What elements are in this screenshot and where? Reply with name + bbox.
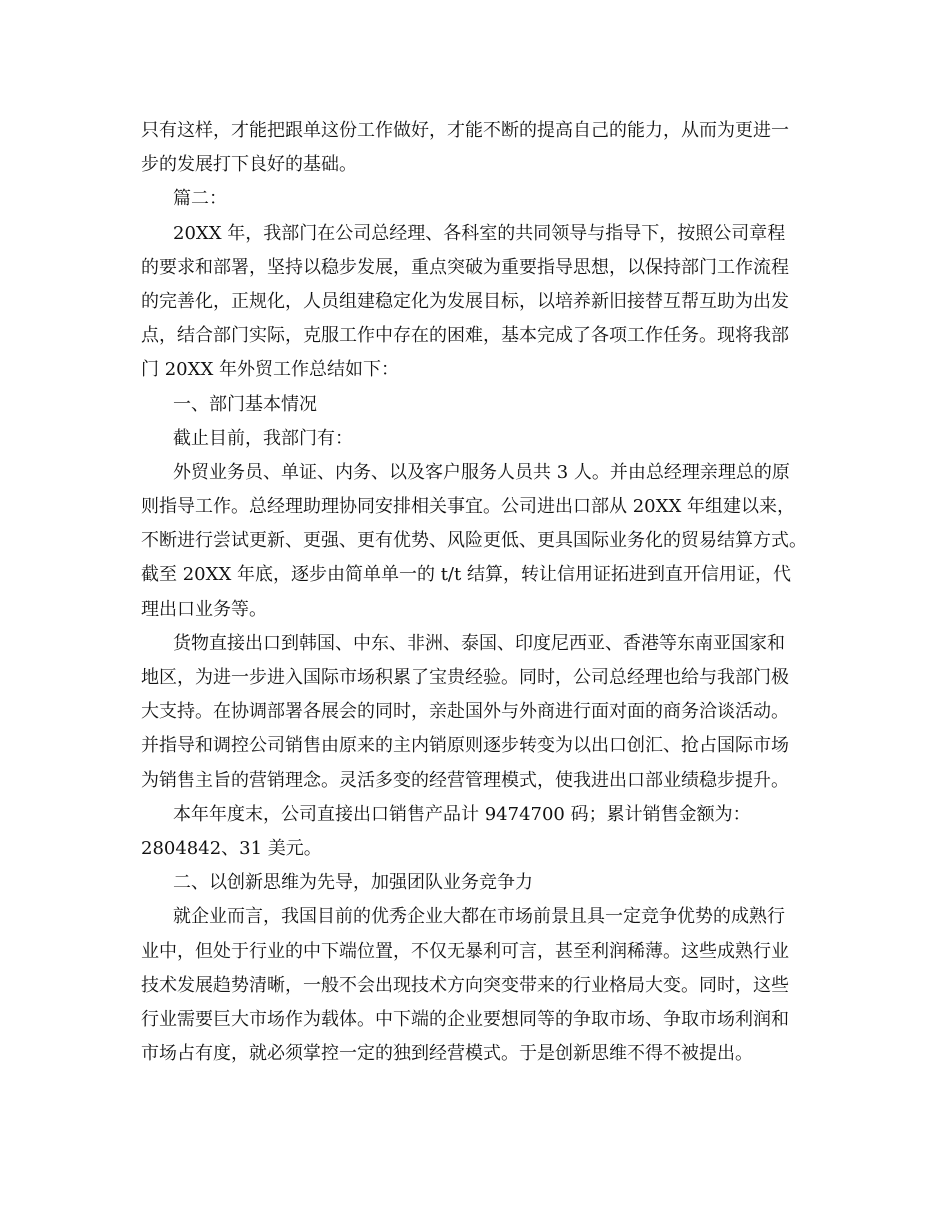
text-line: 20XX 年，我部门在公司总经理、各科室的共同领导与指导下，按照公司章程 xyxy=(173,222,786,244)
text-line: 步的发展打下良好的基础。 xyxy=(141,154,357,176)
text-line: 技术发展趋势清晰，一般不会出现技术方向突变带来的行业格局大变。同时，这些 xyxy=(141,974,789,996)
document-body xyxy=(141,114,821,1071)
text-line: 地区，为进一步进入国际市场积累了宝贵经验。同时，公司总经理也给与我部门极 xyxy=(141,667,789,688)
text-line: 点，结合部门实际，克服工作中存在的困难，基本完成了各项工作任务。现将我部 xyxy=(141,325,789,347)
text-line: 本年年度末，公司直接出口销售产品计 9474700 码；累计销售金额为： xyxy=(173,803,751,825)
text-line: 并指导和调控公司销售由原来的主内销原则逐步转变为以出口创汇、抢占国际市场 xyxy=(141,735,789,757)
text-line: 的要求和部署，坚持以稳步发展，重点突破为重要指导思想，以保持部门工作流程 xyxy=(141,256,789,278)
text-line: 门 20XX 年外贸工作总结如下： xyxy=(141,359,399,381)
text-line: 篇二： xyxy=(173,188,227,210)
text-line: 一、部门基本情况 xyxy=(173,393,317,415)
text-line: 则指导工作。总经理助理协同安排相关事宜。公司进出口部从 20XX 年组建以来， xyxy=(141,496,795,518)
text-line: 截至 20XX 年底，逐步由简单单一的 t/t 结算，转让信用证拓进到直开信用证，代 xyxy=(141,564,791,586)
text-line: 不断进行尝试更新、更强、更有优势、风险更低、更具国际业务化的贸易结算方式。 xyxy=(141,530,807,552)
text-line: 理出口业务等。 xyxy=(141,598,267,620)
text-line: 外贸业务员、单证、内务、以及客户服务人员共 3 人。并由总经理亲理总的原 xyxy=(173,461,790,483)
text-line: 行业需要巨大市场作为载体。中下端的企业要想同等的争取市场、争取市场利润和 xyxy=(141,1008,789,1030)
text-line: 二、以创新思维为先导，加强团队业务竞争力 xyxy=(173,872,533,894)
text-line: 业中，但处于行业的中下端位置，不仅无暴利可言，甚至利润稀薄。这些成熟行业 xyxy=(141,940,789,962)
text-line: 的完善化，正规化，人员组建稳定化为发展目标，以培养新旧接替互帮互助为出发 xyxy=(141,290,789,312)
text-line: 2804842、31 美元。 xyxy=(141,837,322,859)
text-line: 只有这样，才能把跟单这份工作做好，才能不断的提高自己的能力，从而为更进一 xyxy=(141,120,789,141)
text-line: 截止目前，我部门有： xyxy=(173,427,353,449)
text-line: 为销售主旨的营销理念。灵活多变的经营管理模式，使我进出口部业绩稳步提升。 xyxy=(141,769,789,791)
text-line: 大支持。在协调部署各展会的同时，亲赴国外与外商进行面对面的商务洽谈活动。 xyxy=(141,701,789,723)
text-line: 就企业而言，我国目前的优秀企业大都在市场前景且具一定竞争优势的成熟行 xyxy=(173,906,785,928)
text-line: 市场占有度，就必须掌控一定的独到经营模式。于是创新思维不得不被提出。 xyxy=(141,1043,753,1065)
text-line: 货物直接出口到韩国、中东、非洲、泰国、印度尼西亚、香港等东南亚国家和 xyxy=(173,632,785,654)
